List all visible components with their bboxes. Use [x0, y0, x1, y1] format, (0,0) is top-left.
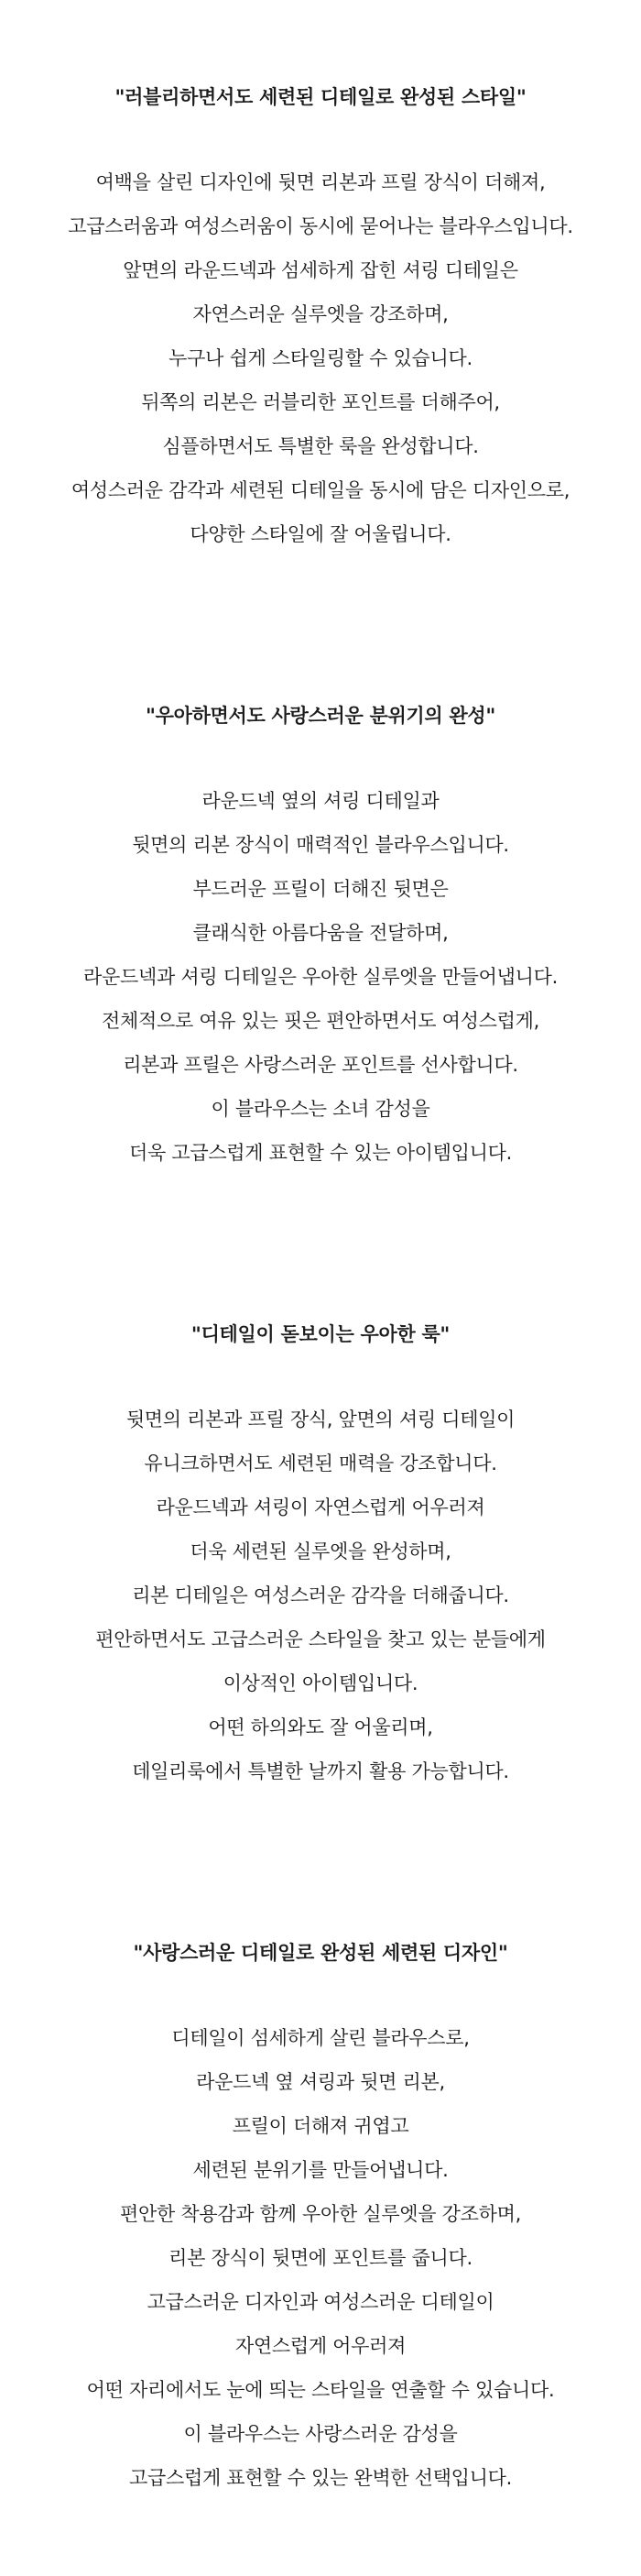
body-line: 디테일이 섬세하게 살린 블라우스로,: [171, 2027, 470, 2049]
body-line: 리본과 프릴은 사랑스러운 포인트를 선사합니다.: [123, 1054, 518, 1076]
body-line: 어떤 자리에서도 눈에 띄는 스타일을 연출할 수 있습니다.: [86, 2379, 555, 2401]
body-line: 자연스러운 실루엣을 강조하며,: [192, 303, 449, 325]
section-body: [0, 160, 641, 556]
section-title: "우아하면서도 사랑스러운 분위기의 완성": [145, 705, 496, 727]
body-line: 이 블라우스는 소녀 감성을: [211, 1098, 430, 1120]
body-line: 라운드넥 옆 셔링과 뒷면 리본,: [196, 2071, 445, 2093]
body-line: 고급스러운 디자인과 여성스러운 디테일이: [147, 2291, 494, 2313]
body-line: 고급스러움과 여성스러움이 동시에 묻어나는 블라우스입니다.: [68, 215, 573, 237]
body-line: 여성스러운 감각과 세련된 디테일을 동시에 담은 디자인으로,: [71, 479, 570, 501]
body-line: 누구나 쉽게 스타일링할 수 있습니다.: [168, 347, 473, 369]
body-line: 세련된 분위기를 만들어냅니다.: [192, 2159, 449, 2181]
body-line: 뒤쪽의 리본은 러블리한 포인트를 더해주어,: [141, 391, 500, 413]
section-title: "사랑스러운 디테일로 완성된 세련된 디자인": [133, 1942, 508, 1964]
body-line: 자연스럽게 어우러져: [234, 2335, 407, 2357]
body-line: 전체적으로 여유 있는 핏은 편안하면서도 여성스럽게,: [102, 1010, 539, 1032]
body-line: 편안한 착용감과 함께 우아한 실루엣을 강조하며,: [120, 2203, 521, 2225]
body-line: 여백을 살린 디자인에 뒷면 리본과 프릴 장식이 더해져,: [95, 171, 546, 193]
body-line: 리본 디테일은 여성스러운 감각을 더해줍니다.: [132, 1584, 509, 1606]
body-line: 더욱 고급스럽게 표현할 수 있는 아이템입니다.: [129, 1142, 512, 1164]
body-line: 뒷면의 리본 장식이 매력적인 블라우스입니다.: [132, 834, 509, 856]
body-line: 심플하면서도 특별한 룩을 완성합니다.: [162, 435, 479, 457]
body-line: 뒷면의 리본과 프릴 장식, 앞면의 셔링 디테일이: [125, 1409, 516, 1431]
body-line: 유니크하면서도 세련된 매력을 강조합니다.: [144, 1452, 497, 1474]
section-title: "디테일이 돋보이는 우아한 룩": [190, 1323, 451, 1345]
body-line: 더욱 세련된 실루엣을 완성하며,: [190, 1540, 451, 1562]
section-body: [0, 2016, 641, 2500]
body-line: 부드러운 프릴이 더해진 뒷면은: [192, 878, 449, 900]
body-line: 라운드넥 옆의 셔링 디테일과: [201, 790, 440, 812]
body-line: 클래식한 아름다움을 전달하며,: [192, 922, 449, 944]
body-line: 라운드넥과 셔링이 자연스럽게 어우러져: [156, 1496, 485, 1518]
description-section-2: [0, 703, 641, 1175]
body-line: 리본 장식이 뒷면에 포인트를 줍니다.: [168, 2247, 473, 2269]
description-section-3: [0, 1321, 641, 1793]
body-line: 편안하면서도 고급스러운 스타일을 찾고 있는 분들에게: [95, 1628, 546, 1650]
body-line: 다양한 스타일에 잘 어울립니다.: [190, 523, 451, 545]
body-line: 어떤 하의와도 잘 어울리며,: [208, 1716, 433, 1738]
description-section-1: [0, 84, 641, 556]
body-line: 고급스럽게 표현할 수 있는 완벽한 선택입니다.: [129, 2467, 512, 2489]
body-line: 앞면의 라운드넥과 섬세하게 잡힌 셔링 디테일은: [123, 259, 518, 281]
section-title: "러블리하면서도 세련된 디테일로 완성된 스타일": [114, 86, 527, 108]
body-line: 이상적인 아이템입니다.: [223, 1672, 418, 1694]
body-line: 데일리룩에서 특별한 날까지 활용 가능합니다.: [132, 1760, 509, 1782]
body-line: 이 블라우스는 사랑스러운 감성을: [183, 2423, 458, 2445]
description-section-4: [0, 1940, 641, 2500]
section-body: [0, 779, 641, 1175]
body-line: 프릴이 더해져 귀엽고: [232, 2115, 409, 2137]
section-body: [0, 1398, 641, 1793]
body-line: 라운드넥과 셔링 디테일은 우아한 실루엣을 만들어냅니다.: [83, 966, 558, 988]
